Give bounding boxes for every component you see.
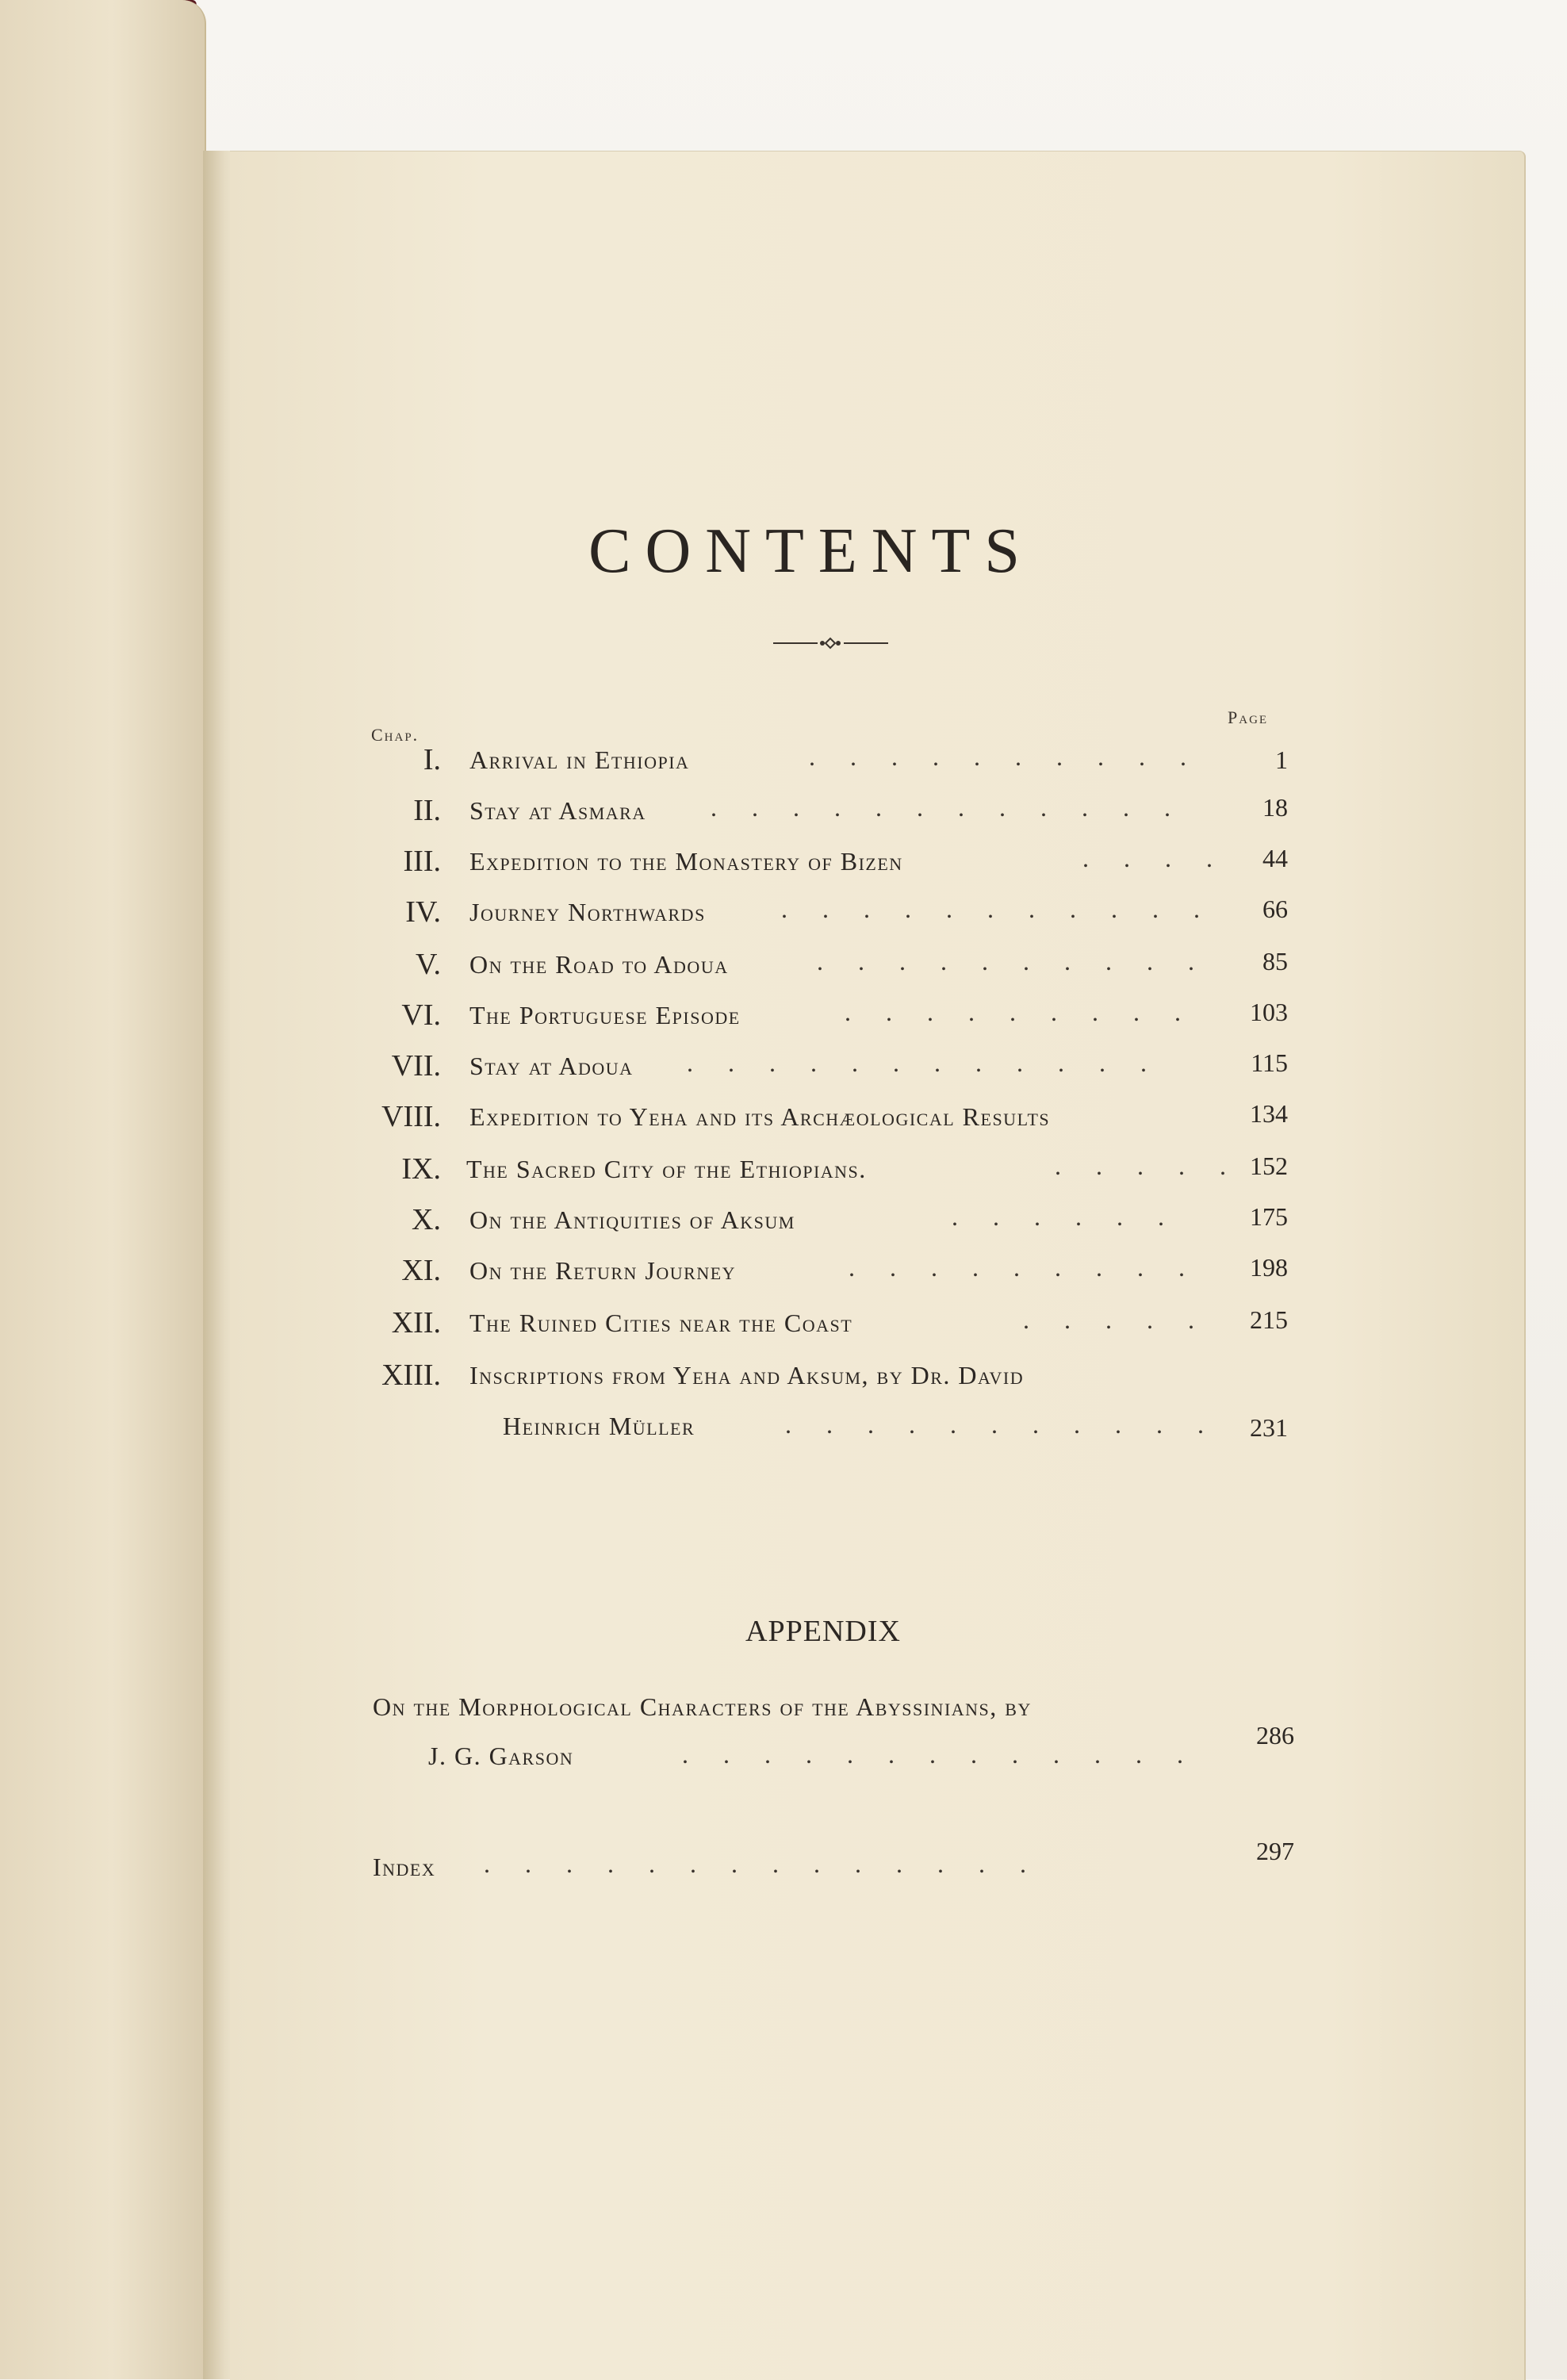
- toc-entry-13[interactable]: [0, 1358, 1567, 1445]
- toc-entry-5[interactable]: [0, 947, 1567, 987]
- chapter-numeral: VIII.: [381, 1100, 441, 1133]
- index-title: Index: [373, 1853, 436, 1881]
- chapter-page: 152: [1250, 1152, 1288, 1180]
- chapter-title: The Ruined Cities near the Coast: [469, 1309, 853, 1337]
- dot-leader: . . . . . . . . . . . .: [711, 793, 1185, 822]
- chapter-page: 103: [1250, 998, 1288, 1026]
- chapter-title: Arrival in Ethiopia: [469, 745, 690, 774]
- dot-leader: . . . . . . . . . . . . .: [682, 1740, 1197, 1769]
- chap-column-header: Chap.: [371, 725, 420, 745]
- chapter-page: 215: [1250, 1305, 1288, 1334]
- chapter-title: On the Road to Adoua: [469, 950, 729, 979]
- toc-entry-11[interactable]: [0, 1253, 1567, 1293]
- dot-leader: . . . .: [1082, 844, 1227, 872]
- chapter-numeral: XII.: [391, 1306, 441, 1339]
- dot-leader: . . . . . . . . . . .: [781, 895, 1214, 923]
- dot-leader: . . . . .: [1023, 1305, 1209, 1334]
- chapter-page: 134: [1250, 1099, 1288, 1128]
- toc-entry-6[interactable]: [0, 998, 1567, 1037]
- page-column-header: Page: [1228, 707, 1269, 727]
- chapter-numeral: II.: [413, 794, 441, 827]
- ornament-divider: [773, 634, 888, 652]
- dot-leader: . . . . . . . . . .: [817, 947, 1209, 975]
- chapter-title: Journey Northwards: [469, 898, 706, 926]
- chapter-title: Expedition to the Monastery of Bizen: [469, 847, 903, 876]
- chapter-page: 175: [1250, 1202, 1288, 1231]
- toc-entry-12[interactable]: [0, 1305, 1567, 1345]
- chapter-page: 115: [1251, 1048, 1288, 1077]
- chapter-title: Inscriptions from Yeha and Aksum, by Dr. David: [469, 1361, 1025, 1389]
- chapter-title: On the Return Journey: [469, 1256, 737, 1285]
- toc-entry-10[interactable]: [0, 1202, 1567, 1242]
- appendix-entry[interactable]: [0, 1689, 1567, 1784]
- chapter-title: The Sacred City of the Ethiopians.: [466, 1155, 867, 1183]
- appendix-heading: APPENDIX: [745, 1615, 901, 1648]
- toc-entry-3[interactable]: [0, 844, 1567, 883]
- appendix-title: On the Morphological Characters of the Abyssinians, by: [373, 1692, 1032, 1721]
- chapter-page: 44: [1262, 844, 1288, 872]
- index-entry[interactable]: [0, 1837, 1567, 1881]
- toc-entry-7[interactable]: [0, 1048, 1567, 1088]
- dot-leader: . . . . . . . . .: [845, 998, 1195, 1026]
- chapter-numeral: III.: [403, 845, 441, 878]
- chapter-numeral: X.: [412, 1203, 441, 1236]
- chapter-page: 198: [1250, 1253, 1288, 1282]
- appendix-title-continued: J. G. Garson: [428, 1742, 574, 1770]
- toc-entry-9[interactable]: [0, 1152, 1567, 1191]
- chapter-page: 231: [1250, 1413, 1288, 1442]
- chapter-numeral: I.: [423, 743, 441, 776]
- dot-leader: . . . . . . . . . . . . . .: [484, 1849, 1040, 1878]
- chapter-title: Stay at Asmara: [469, 796, 646, 825]
- dot-leader: . . . . . .: [952, 1202, 1178, 1231]
- chapter-title: On the Antiquities of Aksum: [469, 1205, 795, 1234]
- chapter-numeral: VI.: [401, 998, 441, 1032]
- toc-entry-2[interactable]: [0, 793, 1567, 833]
- dot-leader: . . . . . . . . . . .: [785, 1410, 1218, 1439]
- chapter-numeral: IX.: [401, 1152, 441, 1186]
- dot-leader: . . . . . . . . . .: [809, 742, 1201, 771]
- chapter-title-continued: Heinrich Müller: [503, 1412, 695, 1440]
- chapter-numeral: IV.: [405, 895, 441, 929]
- chapter-numeral: XI.: [401, 1254, 441, 1287]
- toc-entry-4[interactable]: [0, 895, 1567, 934]
- chapter-title: Stay at Adoua: [469, 1052, 634, 1080]
- toc-entry-8[interactable]: [0, 1099, 1567, 1139]
- chapter-title: Expedition to Yeha and its Archæological Results: [469, 1102, 1051, 1131]
- chapter-page: 85: [1262, 947, 1288, 975]
- chapter-title: The Portuguese Episode: [469, 1001, 741, 1029]
- appendix-page: 286: [1256, 1721, 1294, 1750]
- page-title: CONTENTS: [588, 516, 1034, 586]
- index-page: 297: [1256, 1837, 1294, 1865]
- dot-leader: . . . . . . . . .: [849, 1253, 1199, 1282]
- chapter-numeral: V.: [415, 948, 441, 981]
- dot-leader: . . . . . . . . . . . .: [687, 1048, 1161, 1077]
- chapter-page: 66: [1262, 895, 1288, 923]
- chapter-numeral: VII.: [391, 1049, 441, 1083]
- chapter-page: 18: [1262, 793, 1288, 822]
- toc-entry-1[interactable]: [0, 742, 1567, 782]
- chapter-page: 1: [1275, 745, 1288, 774]
- chapter-numeral: XIII.: [381, 1359, 441, 1392]
- dot-leader: . . . . .: [1055, 1152, 1240, 1180]
